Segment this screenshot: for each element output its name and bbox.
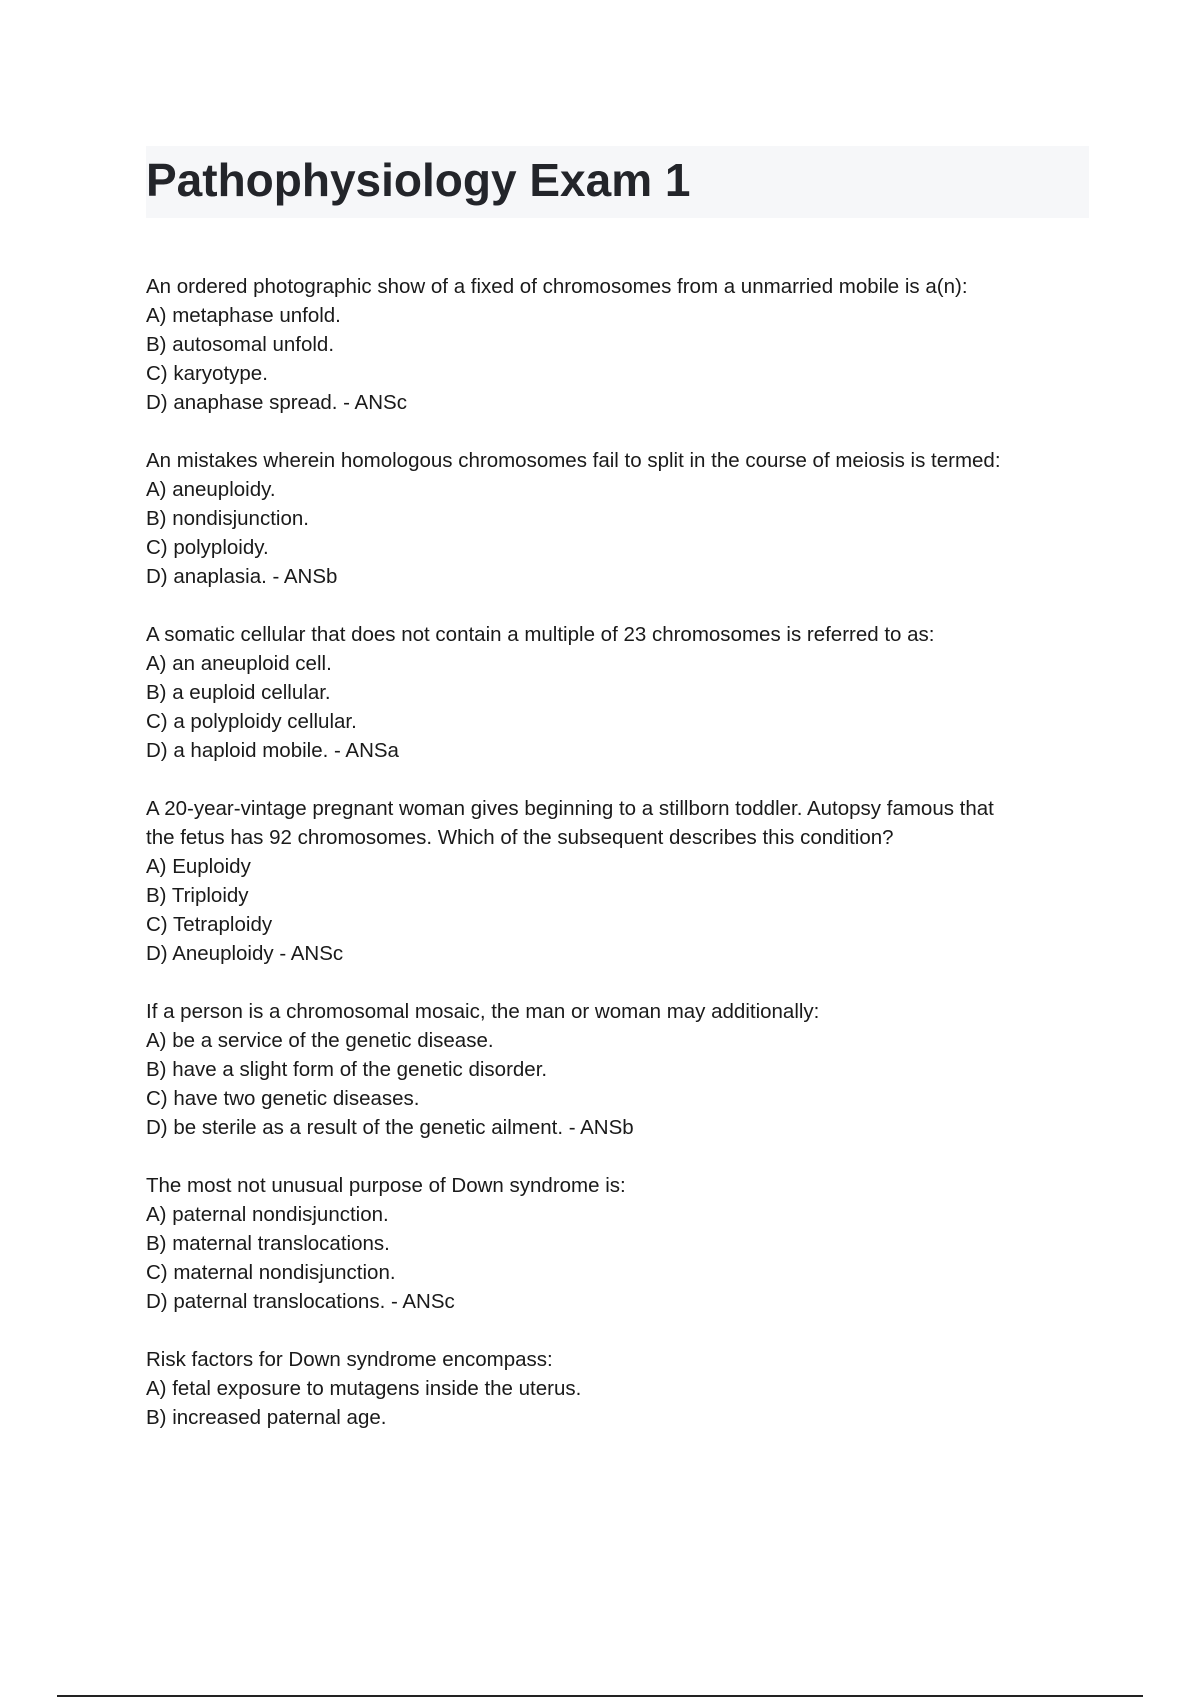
question-stem: An mistakes wherein homologous chromosomes fail to split in the course of meiosis is termed: [146, 449, 1001, 472]
question-5 [146, 997, 1086, 1142]
answer-option-b: B) autosomal unfold. [146, 333, 335, 356]
answer-option-b: B) Triploidy [146, 884, 249, 907]
answer-option-d: D) anaplasia. - ANSb [146, 565, 338, 588]
answer-option-d: D) anaphase spread. - ANSc [146, 391, 407, 414]
answer-option-b: B) a euploid cellular. [146, 681, 331, 704]
question-stem: An ordered photographic show of a fixed of chromosomes from a unmarried mobile is a(n): [146, 275, 968, 298]
question-stem: If a person is a chromosomal mosaic, the man or woman may additionally: [146, 1000, 820, 1023]
title-bar [146, 146, 1089, 218]
answer-option-d: D) Aneuploidy - ANSc [146, 942, 344, 965]
answer-option-a: A) fetal exposure to mutagens inside the uterus. [146, 1377, 582, 1400]
answer-option-b: B) nondisjunction. [146, 507, 309, 530]
answer-option-c: C) a polyploidy cellular. [146, 710, 357, 733]
answer-option-b: B) have a slight form of the genetic disorder. [146, 1058, 548, 1081]
answer-option-a: A) aneuploidy. [146, 478, 276, 501]
answer-option-c: C) maternal nondisjunction. [146, 1261, 396, 1284]
question-1 [146, 272, 1086, 417]
question-stem: The most not unusual purpose of Down syndrome is: [146, 1174, 626, 1197]
question-2 [146, 446, 1086, 591]
answer-option-b: B) maternal translocations. [146, 1232, 390, 1255]
question-4 [146, 794, 1086, 968]
answer-option-c: C) Tetraploidy [146, 913, 273, 936]
answer-option-c: C) have two genetic diseases. [146, 1087, 420, 1110]
question-list [146, 272, 1086, 1461]
answer-option-c: C) polyploidy. [146, 536, 269, 559]
answer-option-a: A) metaphase unfold. [146, 304, 341, 327]
question-7 [146, 1345, 1086, 1432]
question-stem: A somatic cellular that does not contain a multiple of 23 chromosomes is referred to as: [146, 623, 935, 646]
answer-option-a: A) an aneuploid cell. [146, 652, 332, 675]
question-stem: A 20-year-vintage pregnant woman gives beginning to a stillborn toddler. Autopsy famous that [146, 797, 994, 820]
answer-option-b: B) increased paternal age. [146, 1406, 387, 1429]
answer-option-d: D) a haploid mobile. - ANSa [146, 739, 399, 762]
answer-option-a: A) paternal nondisjunction. [146, 1203, 389, 1226]
answer-option-d: D) be sterile as a result of the genetic ailment. - ANSb [146, 1116, 634, 1139]
page-bottom-divider [57, 1695, 1143, 1697]
question-stem: Risk factors for Down syndrome encompass: [146, 1348, 553, 1371]
question-stem-continued: the fetus has 92 chromosomes. Which of the subsequent describes this condition? [146, 826, 894, 849]
page-title: Pathophysiology Exam 1 [146, 154, 691, 206]
answer-option-a: A) be a service of the genetic disease. [146, 1029, 494, 1052]
answer-option-a: A) Euploidy [146, 855, 251, 878]
question-3 [146, 620, 1086, 765]
question-6 [146, 1171, 1086, 1316]
answer-option-c: C) karyotype. [146, 362, 268, 385]
answer-option-d: D) paternal translocations. - ANSc [146, 1290, 455, 1313]
